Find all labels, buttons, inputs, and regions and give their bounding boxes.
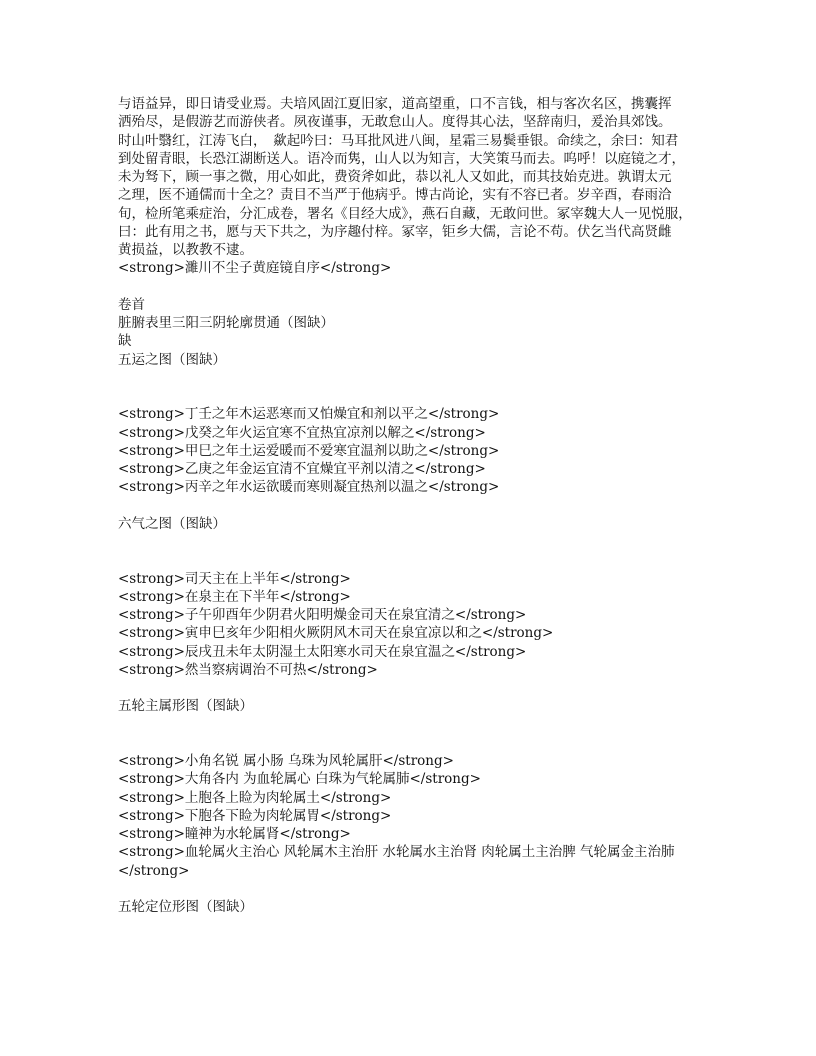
- liuqi-line: <strong>然当察病调治不可热</strong>: [118, 661, 378, 678]
- wuyun-line: <strong>丙辛之年水运欲暖而寒则凝宜热剂以温之</strong>: [118, 479, 500, 496]
- wulun-line: <strong>瞳神为水轮属肾</strong>: [118, 826, 351, 842]
- liuqi-line: <strong>子午卯酉年少阴君火阳明燥金司天在泉宜清之</strong>: [118, 607, 527, 623]
- wulun-line: <strong>大角各内 为血轮属心 白珠为气轮属肺</strong>: [118, 771, 481, 788]
- text-line: 与语益异，即日请受业焉。夫培风固江夏旧家，道高望重，口不言钱，相与客次名区，携囊挥: [118, 96, 672, 112]
- preface-signature: <strong>濉川不尘子黄庭镜自序</strong>: [118, 260, 392, 277]
- figure-title: 五轮主属形图（图缺）: [118, 698, 253, 715]
- section-item: 缺: [118, 333, 132, 350]
- wulun-line: <strong>下胞各下睑为肉轮属胃</strong>: [118, 807, 392, 824]
- text-line: 之理，医不通儒而十全之？责目不当严于他病乎。博古尚论，实有不容已者。岁辛酉，春雨洽: [118, 187, 672, 204]
- section-heading: 卷首: [118, 296, 145, 313]
- text-line: 曰：此有用之书，愿与天下共之，为序趣付梓。冢宰，钜乡大儒，言论不苟。伏乞当代高贤雌: [118, 223, 672, 240]
- wulun-line: <strong>血轮属火主治心 风轮属木主治肝 水轮属水主治肾 肉轮属土主治脾 气轮属金主治肺: [118, 844, 675, 861]
- figure-title: 六气之图（图缺）: [118, 515, 226, 532]
- wuyun-line: <strong>甲巳之年土运爱暖而不爱寒宜温剂以助之</strong>: [118, 442, 500, 459]
- document-body: [118, 95, 718, 916]
- liuqi-line: <strong>寅申巳亥年少阳相火厥阴风木司天在泉宜凉以和之</strong>: [118, 625, 554, 642]
- preface-paragraph: [118, 95, 718, 259]
- liuqi-line: <strong>辰戌丑未年太阴湿土太阳寒水司天在泉宜温之</strong>: [118, 643, 527, 660]
- figure-title: 五运之图（图缺）: [118, 351, 226, 368]
- liuqi-line: <strong>司天主在上半年</strong>: [118, 570, 351, 587]
- wuyun-line: <strong>戊癸之年火运宜寒不宜热宜凉剂以解之</strong>: [118, 424, 486, 441]
- text-line: 洒殆尽，是假游艺而游侠者。夙夜谨事，无敢怠山人。度得其心法，坚辞南归，爰治具郊饯。: [118, 114, 672, 131]
- text-line: 时山叶翳红，江涛飞白， 歘起吟曰：马耳批风进八闽，星霜三易鬓垂银。命续之，余曰：知君: [118, 132, 679, 149]
- wulun-line: <strong>上胞各上睑为肉轮属土</strong>: [118, 789, 392, 806]
- wuyun-line: <strong>丁壬之年木运恶寒而又怕燥宜和剂以平之</strong>: [118, 406, 500, 423]
- wuyun-line: <strong>乙庚之年金运宜清不宜燥宜平剂以清之</strong>: [118, 461, 486, 477]
- text-line: 旬，检所笔乘症治，分汇成卷，署名《目经大成》，燕石自藏，无敢问世。冢宰魏大人一见悦服，: [118, 205, 692, 222]
- text-line: 未为驽下，顾一事之微，用心如此，费资斧如此，恭以礼人又如此，而其技始克进。孰谓太元: [118, 169, 672, 185]
- liuqi-line: <strong>在泉主在下半年</strong>: [118, 588, 351, 605]
- wulun-line: </strong>: [118, 862, 190, 879]
- text-line: 到处留青眼，长恐江湖断送人。语冷而隽，山人以为知言，大笑策马而去。呜呼！以庭镜之才，: [118, 150, 685, 167]
- text-line: 黄损益，以教教不逮。: [118, 242, 253, 258]
- section-item: 脏腑表里三阳三阴轮廓贯通（图缺）: [118, 315, 334, 331]
- figure-title: 五轮定位形图（图缺）: [118, 899, 253, 915]
- wulun-line: <strong>小角名锐 属小肠 乌珠为风轮属肝</strong>: [118, 753, 454, 769]
